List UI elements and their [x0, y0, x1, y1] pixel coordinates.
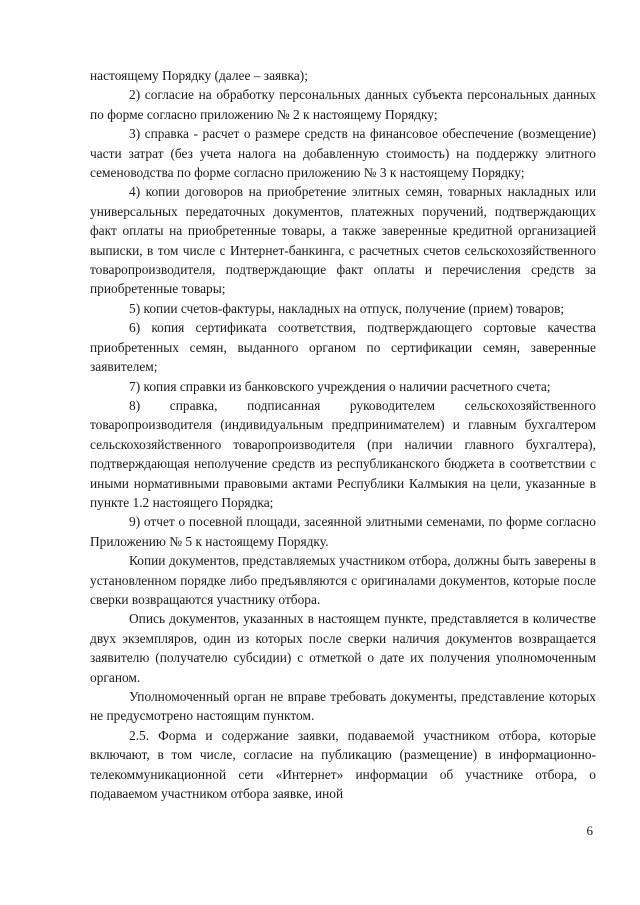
paragraph-item-7: 7) копия справки из банковского учреждения о наличии расчетного счета;: [129, 378, 551, 394]
paragraph-item-8: 8) справка, подписанная руководителем сельскохозяйственного товаропроизводителя (индивидуальным предпринимателем) и главным бухгалтером сельскохозяйственного товаропроизводителя (при наличии главного бухгалтера), подтверждающая неполучение средств из республиканского бюджета в соответствии с иными нормативными правовыми актами Республики Калмыкия на цели, указанные в пункте 1.2 настоящего Порядка;: [90, 397, 596, 510]
paragraph-item-2: 2) согласие на обработку персональных данных субъекта персональных данных по форме согласно приложению № 2 к настоящему Порядку;: [90, 87, 596, 122]
paragraph-item-5: 5) копии счетов-фактуры, накладных на отпуск, получение (прием) товаров;: [129, 300, 565, 316]
paragraph-authority-restriction: Уполномоченный орган не вправе требовать документы, представление которых не предусмотрено настоящим пунктом.: [90, 689, 596, 724]
paragraph-item-6: 6) копия сертификата соответствия, подтверждающего сортовые качества приобретенных семян, выданного органом по сертификации семян, заверенные заявителем;: [90, 320, 596, 375]
paragraph-section-2-5: 2.5. Форма и содержание заявки, подаваемой участником отбора, которые включают, в том числе, согласие на публикацию (размещение) в информационно-телекоммуникационной сети «Интернет» информации об участнике отбора, о подаваемом участником отбора заявке, иной: [90, 727, 596, 802]
paragraph-item-9: 9) отчет о посевной площади, засеянной элитными семенами, по форме согласно Приложению № 5 к настоящему Порядку.: [90, 514, 596, 549]
paragraph-item-3: 3) справка - расчет о размере средств на финансовое обеспечение (возмещение) части затрат (без учета налога на добавленную стоимость) на поддержку элитного семеноводства по форме согласно приложению № 3 к настоящему Порядку;: [90, 126, 596, 181]
paragraph-copies-certification: Копии документов, представляемых участником отбора, должны быть заверены в установленном порядке либо предъявляются с оригиналами документов, которые после сверки возвращаются участнику отбора.: [90, 553, 596, 607]
document-body: [90, 66, 596, 803]
page-number: 6: [586, 823, 593, 838]
paragraph-item-4: 4) копии договоров на приобретение элитных семян, товарных накладных или универсальных передаточных документов, платежных поручений, подтверждающих факт оплаты на приобретенные товары, а также заверенные кредитной организацией выписки, в том числе с Интернет-банкинга, с расчетных счетов сельскохозяйственного товаропроизводителя, подтверждающие факт оплаты и перечисления средств за приобретенные товары;: [90, 184, 596, 297]
paragraph-continuation: настоящему Порядку (далее – заявка);: [90, 68, 308, 83]
paragraph-inventory: Опись документов, указанных в настоящем пункте, представляется в количестве двух экземпляров, один из которых после сверки наличия документов возвращается заявителю (получателю субсидии) с отметкой о дате их получения уполномоченным органом.: [90, 611, 596, 685]
